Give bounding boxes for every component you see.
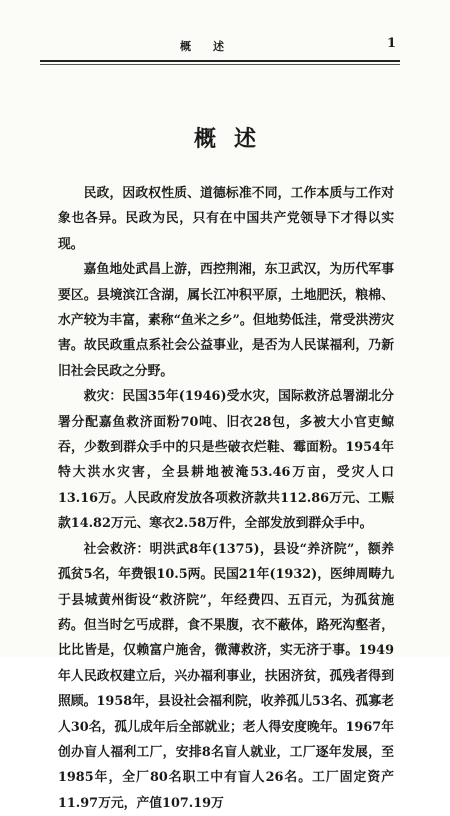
running-title: 概述 (180, 40, 246, 53)
paragraph-disaster-relief: 救灾：民国35年(1946)受水灾，国际救济总署湖北分署分配嘉鱼救济面粉70吨、旧衣28包，多被大小官吏鲸吞，少数到群众手中的只是些破衣烂鞋、霉面粉。1954年特大洪水灾害，全县耕地被淹53.46万亩，受灾人口13.16万。人民政府发放各项救济款共112.86万元、工赈款14.82万元、寒衣2.58万件，全部发放到群众手中。 (58, 389, 394, 532)
paragraph-geography: 嘉鱼地处武昌上游，西控荆湘，东卫武汉，为历代军事要区。县境滨江含湖，属长江冲积平原，土地肥沃，粮棉、水产较为丰富，素称“鱼米之乡”。但地势低洼，常受洪涝灾害。故民政重点系社会公益事业，是否为人民谋福利，乃新旧社会民政之分野。 (58, 262, 394, 379)
chapter-title: 概述 (193, 126, 274, 152)
paragraph-social-relief: 社会救济：明洪武8年(1375)，县设“养济院”，额养孤贫5名，年费银10.5两。民国21年(1932)，医绅周畴九于县城黄州街设“救济院”，年经费四、五百元，为孤贫施药。但当时乞丐成群，食不果腹，衣不蔽体，路死沟壑者，比比皆是，仅赖富户施舍，微薄救济，实无济于事。1949年人民政权建立后，兴办福利事业，扶困济贫，孤残者得到照顾。1958年，县设社会福利院，收养孤儿53名、孤寡老人30名，孤儿成年后全部就业；老人得安度晚年。1967年创办盲人福利工厂，安排8名盲人就业，工厂逐年发展，至1985年，全厂80名职工中有盲人26名。工厂固定资产11.97万元，产值107.19万 (58, 541, 394, 811)
page-number: 1 (386, 36, 396, 51)
header-rule (40, 60, 400, 62)
paragraph-intro: 民政，因政权性质、道德标准不同，工作本质与工作对象也各异。民政为民，只有在中国共产党领导下才得以实现。 (58, 186, 394, 252)
header-rule-thin (40, 64, 400, 65)
body-text (58, 181, 394, 816)
running-header (40, 38, 400, 56)
